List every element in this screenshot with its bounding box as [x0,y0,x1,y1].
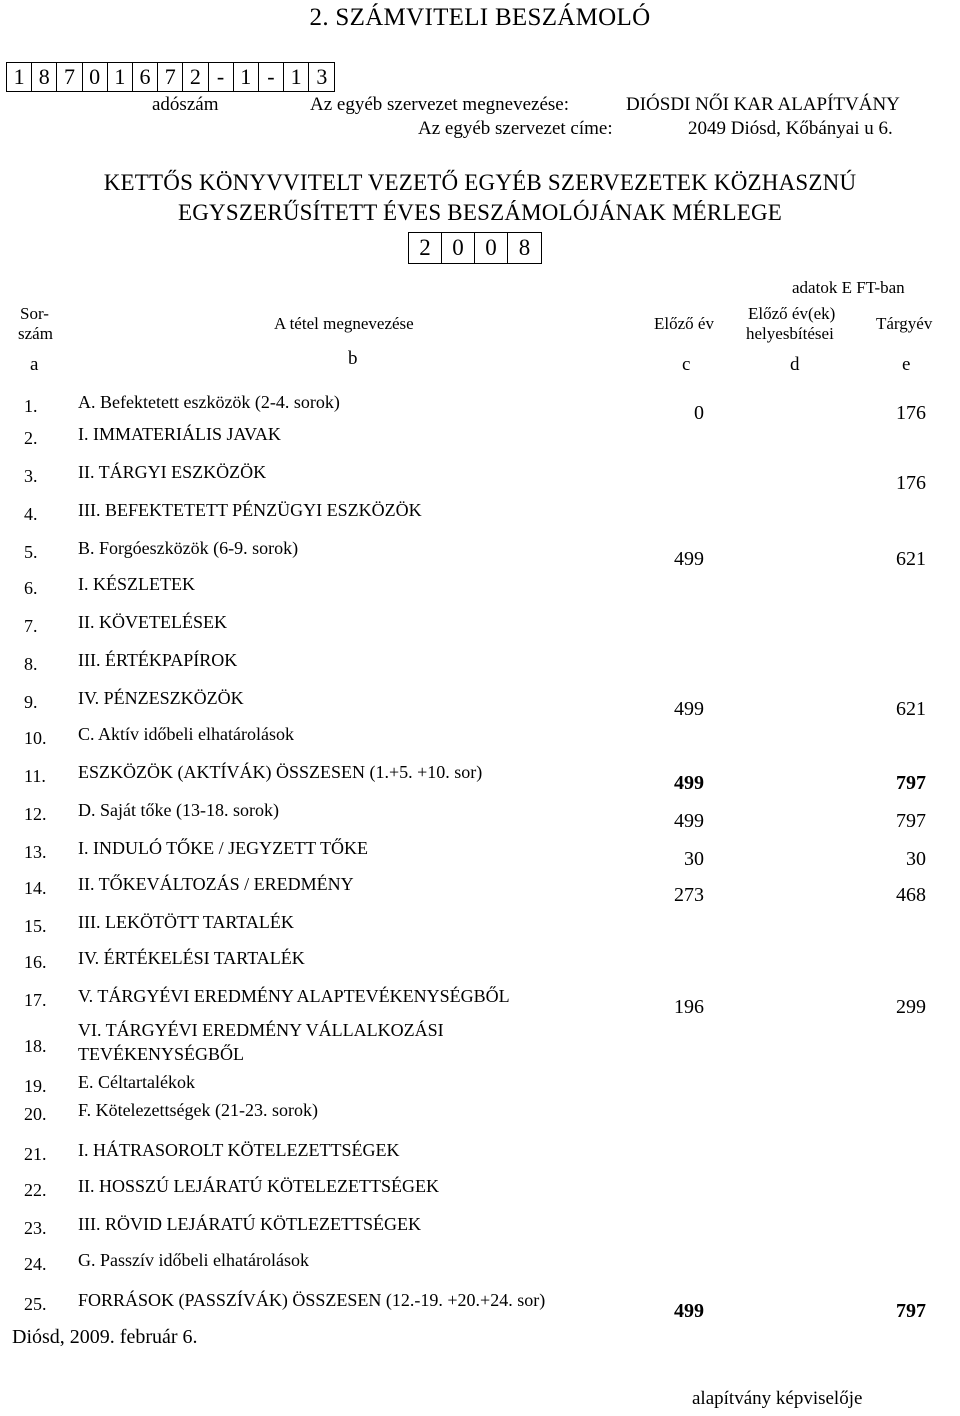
row-value-previous-year: 499 [674,548,704,570]
row-value-previous-year: 499 [674,810,704,832]
row-number: 11. [24,766,46,786]
col-header-sorszam-2: szám [18,324,53,343]
tax-number-digit: 1 [108,63,133,91]
col-header-helyesbites-1: Előző év(ek) [748,304,836,323]
row-number: 2. [24,428,38,448]
row-value-previous-year: 196 [674,996,704,1018]
row-value-current-year: 797 [896,810,926,832]
row-number: 18. [24,1036,47,1056]
year-digit: 0 [475,233,508,263]
tax-number-digit: - [259,63,284,91]
tax-number-label: adószám [152,94,219,115]
year-digit: 8 [518,235,531,260]
col-letter-e: e [902,354,911,375]
row-number: 5. [24,542,38,562]
col-letter-d: d [790,354,800,375]
row-value-current-year: 621 [896,698,926,720]
row-number: 4. [24,504,38,524]
org-name-value: DIÓSDI NŐI KAR ALAPÍTVÁNY [626,94,900,115]
row-label: II. HOSSZÚ LEJÁRATÚ KÖTELEZETTSÉGEK [78,1176,439,1196]
tax-number-digit: 0 [83,63,108,91]
row-number: 19. [24,1076,47,1096]
row-number: 9. [24,692,38,712]
row-value-current-year: 176 [896,402,926,424]
row-label: IV. ÉRTÉKELÉSI TARTALÉK [78,948,305,968]
year-digit: 2 [409,233,442,263]
row-value-previous-year: 499 [674,772,704,794]
tax-number-digit: 2 [183,63,208,91]
signature-label: alapítvány képviselője [692,1388,863,1409]
row-label: F. Kötelezettségek (21-23. sorok) [78,1100,318,1120]
page-title: 2. SZÁMVITELI BESZÁMOLÓ [309,4,651,31]
row-label: I. KÉSZLETEK [78,574,195,594]
row-label: ESZKÖZÖK (AKTÍVÁK) ÖSSZESEN (1.+5. +10. sor) [78,762,483,782]
row-label: V. TÁRGYÉVI EREDMÉNY ALAPTEVÉKENYSÉGBŐL [78,986,510,1006]
tax-number-box [6,62,335,92]
row-number: 8. [24,654,38,674]
row-number: 6. [24,578,38,598]
col-header-helyesbites-2: helyesbítései [746,324,834,343]
tax-number-digit: 7 [57,63,82,91]
col-header-sorszam-1: Sor- [20,304,49,323]
row-number: 12. [24,804,47,824]
tax-number-digit: 3 [316,64,328,89]
year-digit: 0 [442,233,475,263]
row-number: 7. [24,616,38,636]
row-label: G. Passzív időbeli elhatárolások [78,1250,309,1270]
row-label: III. LEKÖTÖTT TARTALÉK [78,912,294,932]
row-number: 23. [24,1218,47,1238]
col-header-tetel: A tétel megnevezése [274,314,414,333]
row-value-current-year: 299 [896,996,926,1018]
row-number: 25. [24,1294,47,1314]
row-number: 10. [24,728,47,748]
row-label: A. Befektetett eszközök (2-4. sorok) [78,392,340,412]
row-number: 20. [24,1104,47,1124]
row-label: VI. TÁRGYÉVI EREDMÉNY VÁLLALKOZÁSI [78,1020,444,1040]
row-number: 15. [24,916,47,936]
row-value-previous-year: 273 [674,884,704,906]
tax-number-digit: 1 [284,63,309,91]
row-number: 3. [24,466,38,486]
row-label: E. Céltartalékok [78,1072,195,1092]
row-value-previous-year: 499 [674,698,704,720]
row-number: 21. [24,1144,47,1164]
row-label: III. ÉRTÉKPAPÍROK [78,650,238,670]
row-label: I. INDULÓ TŐKE / JEGYZETT TŐKE [78,838,368,858]
balance-heading-line2: EGYSZERŰSÍTETT ÉVES BESZÁMOLÓJÁNAK MÉRLEGE [177,200,783,225]
row-number: 17. [24,990,47,1010]
row-label: I. HÁTRASOROLT KÖTELEZETTSÉGEK [78,1140,400,1160]
tax-number-digit: 8 [32,63,57,91]
tax-number-digit: 7 [158,63,183,91]
year-box [408,232,542,264]
row-label: IV. PÉNZESZKÖZÖK [78,688,244,708]
org-name-label: Az egyéb szervezet megnevezése: [310,94,569,115]
col-header-elozo-ev: Előző év [654,314,714,333]
row-label-continued: TEVÉKENYSÉGBŐL [78,1044,244,1064]
org-address-value: 2049 Diósd, Kőbányai u 6. [688,118,893,139]
row-value-previous-year: 30 [684,848,704,870]
row-number: 24. [24,1254,47,1274]
row-number: 1. [24,396,38,416]
row-number: 22. [24,1180,47,1200]
col-header-targyev: Tárgyév [876,314,933,333]
row-label: III. BEFEKTETETT PÉNZÜGYI ESZKÖZÖK [78,500,422,520]
tax-number-digit: 1 [234,63,259,91]
row-value-current-year: 621 [896,548,926,570]
row-label: II. TŐKEVÁLTOZÁS / EREDMÉNY [78,874,354,894]
tax-number-digit: 1 [7,63,32,91]
row-label: D. Saját tőke (13-18. sorok) [78,800,279,820]
row-number: 16. [24,952,47,972]
col-letter-b: b [348,348,358,369]
units-note: adatok E FT-ban [792,278,905,297]
tax-number-digit: 6 [133,63,158,91]
row-value-current-year: 30 [906,848,926,870]
row-number: 13. [24,842,47,862]
row-label: I. IMMATERIÁLIS JAVAK [78,424,281,444]
row-label: II. KÖVETELÉSEK [78,612,227,632]
row-number: 14. [24,878,47,898]
row-value-current-year: 797 [896,1300,926,1322]
row-label: C. Aktív időbeli elhatárolások [78,724,294,744]
row-label: B. Forgóeszközök (6-9. sorok) [78,538,299,558]
row-value-previous-year: 0 [694,402,704,424]
col-letter-a: a [30,354,39,375]
col-letter-c: c [682,354,691,375]
tax-number-digit: - [209,63,234,91]
row-label: II. TÁRGYI ESZKÖZÖK [78,462,267,482]
row-label: FORRÁSOK (PASSZÍVÁK) ÖSSZESEN (12.-19. +20.+24. sor) [78,1290,546,1310]
row-label: III. RÖVID LEJÁRATÚ KÖTLEZETTSÉGEK [78,1214,421,1234]
row-value-current-year: 468 [896,884,926,906]
balance-heading-line1: KETTŐS KÖNYVVITELT VEZETŐ EGYÉB SZERVEZETEK KÖZHASZNÚ [103,170,857,195]
row-value-current-year: 797 [896,772,926,794]
place-date: Diósd, 2009. február 6. [12,1326,198,1348]
row-value-current-year: 176 [896,472,926,494]
row-value-previous-year: 499 [674,1300,704,1322]
org-address-label: Az egyéb szervezet címe: [418,118,613,139]
